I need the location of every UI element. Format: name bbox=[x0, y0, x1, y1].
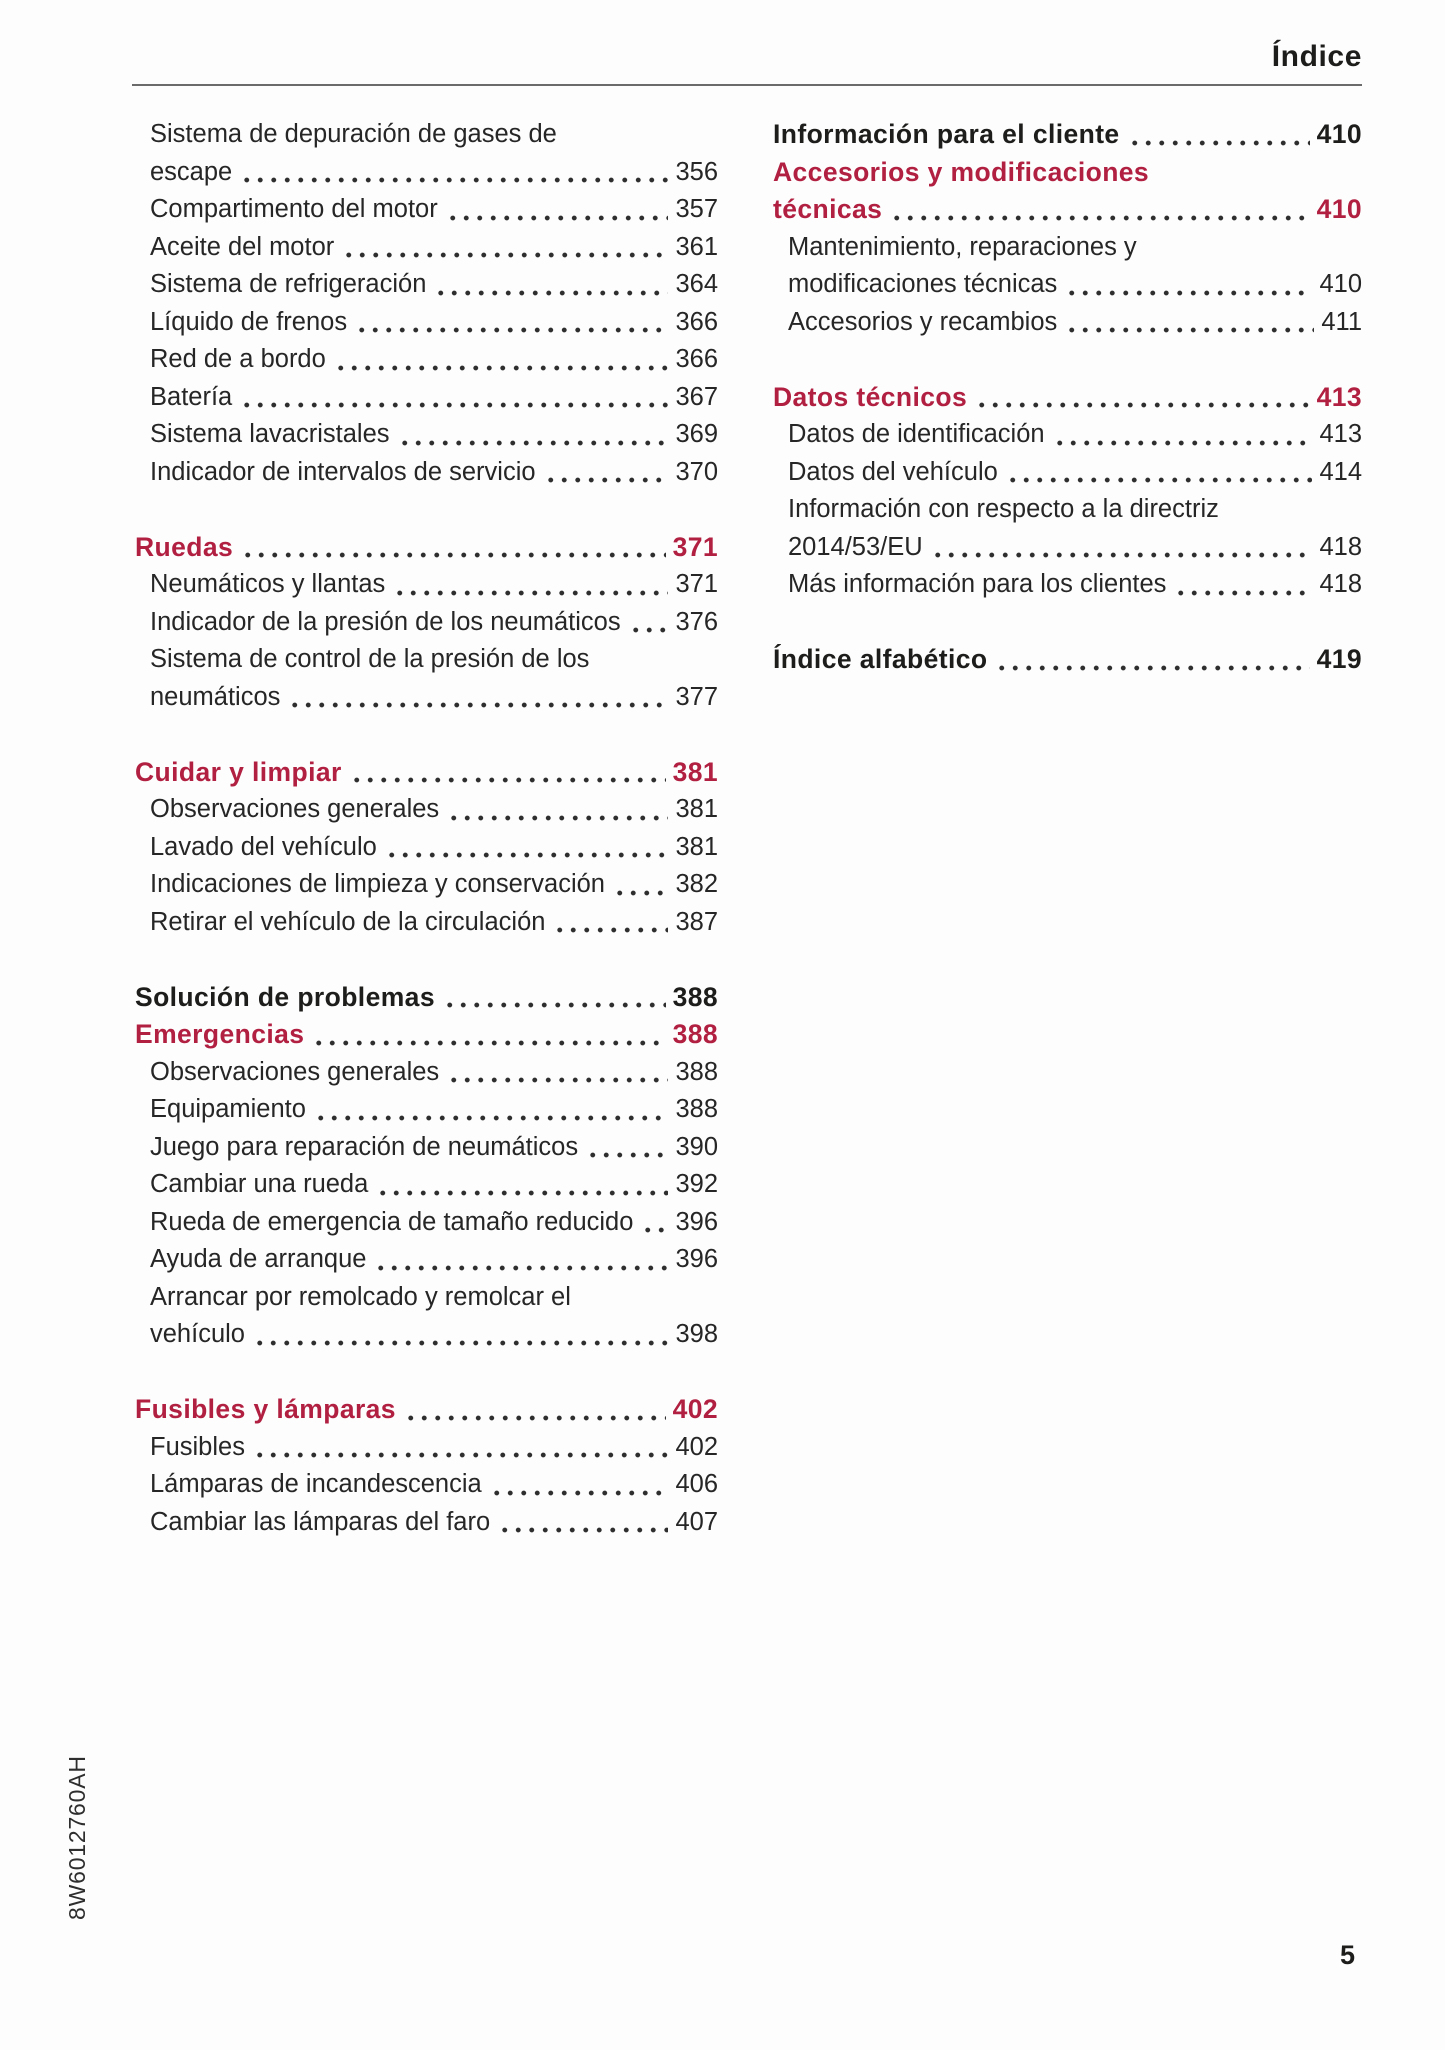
toc-entry-row bbox=[135, 1054, 718, 1092]
toc-entry-row bbox=[135, 1241, 718, 1279]
toc-entry-row bbox=[135, 604, 718, 642]
dot-leader bbox=[993, 641, 1309, 679]
toc-page-number: 410 bbox=[1316, 194, 1362, 224]
dot-leader bbox=[332, 341, 669, 379]
toc-section-heading: Fusibles y lámparas bbox=[135, 1394, 396, 1424]
toc-section-heading: Datos técnicos bbox=[773, 381, 968, 412]
toc-section-heading: Accesorios y modificaciones bbox=[773, 156, 1150, 187]
toc-entry-row bbox=[773, 266, 1362, 304]
dot-leader bbox=[1063, 266, 1312, 304]
dot-leader bbox=[372, 1241, 668, 1279]
toc-entry-row bbox=[773, 416, 1362, 454]
dot-leader bbox=[1172, 566, 1312, 604]
toc-entry-row bbox=[135, 191, 718, 229]
toc-column-right bbox=[773, 116, 1362, 679]
dot-leader bbox=[238, 154, 668, 192]
toc-section-heading: Cuidar y limpiar bbox=[135, 756, 342, 787]
toc-page-number: 367 bbox=[675, 382, 718, 411]
toc-section-row bbox=[773, 191, 1362, 229]
toc-section-row bbox=[773, 379, 1362, 417]
toc-section-heading: Ruedas bbox=[135, 531, 234, 562]
toc-page-number: 356 bbox=[675, 157, 718, 186]
toc-page-number: 392 bbox=[675, 1170, 718, 1198]
dot-leader bbox=[627, 604, 669, 642]
toc-page-number: 410 bbox=[1316, 119, 1362, 149]
dot-leader bbox=[402, 1391, 666, 1429]
toc-page-number: 377 bbox=[675, 682, 718, 711]
dot-leader bbox=[973, 379, 1309, 417]
toc-page-number: 387 bbox=[675, 907, 718, 936]
toc-entry-label: Equipamiento bbox=[150, 1095, 306, 1123]
dot-leader bbox=[432, 266, 668, 304]
dot-leader bbox=[1004, 454, 1313, 492]
toc-section-heading: Solución de problemas bbox=[135, 981, 435, 1012]
toc-entry-label: Neumáticos y llantas bbox=[150, 570, 386, 598]
toc-entry-label: Lámparas de incandescencia bbox=[150, 1470, 482, 1498]
toc-page-number: 388 bbox=[672, 1019, 718, 1049]
toc-entry-label: Datos del vehículo bbox=[788, 457, 998, 486]
toc-page-number: 396 bbox=[675, 1207, 718, 1236]
toc-page-number: 357 bbox=[675, 195, 718, 223]
toc-page-number: 381 bbox=[675, 832, 718, 861]
toc-entry-label: Sistema de depuración de gases de bbox=[150, 120, 557, 148]
toc-entry-row bbox=[773, 304, 1362, 342]
toc-entry-row bbox=[135, 1166, 718, 1204]
dot-leader bbox=[888, 191, 1309, 229]
toc-entry-row bbox=[773, 229, 1362, 267]
toc-entry-label: Cambiar una rueda bbox=[150, 1170, 369, 1198]
toc-section-heading: Información para el cliente bbox=[773, 119, 1120, 149]
toc-entry-row bbox=[135, 379, 718, 417]
toc-entry-row bbox=[773, 454, 1362, 492]
toc-page-number: 411 bbox=[1321, 307, 1362, 336]
toc-entry-label: Líquido de frenos bbox=[150, 307, 348, 336]
dot-leader bbox=[584, 1129, 668, 1167]
toc-entry-row bbox=[135, 1129, 718, 1167]
toc-section-heading: Emergencias bbox=[135, 1019, 305, 1049]
toc-page-number: 370 bbox=[675, 457, 718, 486]
dot-leader bbox=[310, 1016, 665, 1054]
toc-page-number: 398 bbox=[675, 1320, 718, 1348]
toc-page-number: 413 bbox=[1319, 420, 1362, 448]
toc-entry-label: Mantenimiento, reparaciones y bbox=[788, 232, 1137, 261]
dot-leader bbox=[353, 304, 668, 342]
toc-page-number: 414 bbox=[1319, 457, 1362, 486]
toc-entry-label: Observaciones generales bbox=[150, 795, 440, 823]
toc-entry-label: Más información para los clientes bbox=[788, 570, 1167, 598]
toc-page-number: 402 bbox=[672, 1394, 718, 1424]
toc-page-number: 419 bbox=[1316, 644, 1362, 674]
toc-page-number: 418 bbox=[1319, 570, 1362, 598]
toc-entry-row bbox=[135, 1504, 718, 1542]
page-title: Índice bbox=[1271, 40, 1362, 73]
toc-entry-label: Observaciones generales bbox=[150, 1057, 440, 1086]
toc-entry-label: Arrancar por remolcado y remolcar el bbox=[150, 1282, 571, 1311]
toc-entry-label: Juego para reparación de neumáticos bbox=[150, 1132, 579, 1161]
toc-entry-label: Compartimento del motor bbox=[150, 195, 438, 223]
toc-section-heading: Índice alfabético bbox=[773, 644, 988, 674]
toc-page-number: 410 bbox=[1319, 270, 1362, 298]
toc-page-number: 413 bbox=[1316, 381, 1362, 412]
toc-entry-label: neumáticos bbox=[150, 682, 281, 711]
dot-leader bbox=[611, 866, 668, 904]
toc-page-number: 376 bbox=[675, 607, 718, 636]
toc-entry-label: Indicaciones de limpieza y conservación bbox=[150, 870, 605, 898]
toc-entry-row bbox=[135, 154, 718, 192]
page-number: 5 bbox=[1339, 1940, 1355, 1970]
toc-entry-row bbox=[135, 1279, 718, 1317]
dot-leader bbox=[383, 829, 669, 867]
dot-leader bbox=[239, 529, 665, 567]
dot-leader bbox=[542, 454, 669, 492]
toc-entry-label: Sistema de control de la presión de los bbox=[150, 645, 590, 673]
toc-entry-label: Sistema lavacristales bbox=[150, 420, 390, 448]
toc-page-number: 407 bbox=[675, 1507, 718, 1536]
toc-entry-row bbox=[135, 641, 718, 679]
dot-leader bbox=[444, 191, 669, 229]
dot-leader bbox=[639, 1204, 668, 1242]
toc-section-row bbox=[135, 1391, 718, 1429]
dot-leader bbox=[374, 1166, 668, 1204]
dot-leader bbox=[445, 791, 668, 829]
toc-page-number: 382 bbox=[675, 870, 718, 898]
toc-page-number: 361 bbox=[675, 232, 718, 261]
toc-section-row bbox=[773, 116, 1362, 154]
toc-entry-label: Sistema de refrigeración bbox=[150, 270, 427, 298]
toc-entry-label: Retirar el vehículo de la circulación bbox=[150, 907, 546, 936]
toc-section-row bbox=[135, 979, 718, 1017]
toc-entry-label: Accesorios y recambios bbox=[788, 307, 1058, 336]
toc-page-number: 396 bbox=[675, 1245, 718, 1273]
toc-page-number: 371 bbox=[675, 570, 718, 598]
toc-entry-row bbox=[135, 1204, 718, 1242]
toc-entry-label: Información con respecto a la directriz bbox=[788, 495, 1219, 523]
toc-entry-row bbox=[135, 116, 718, 154]
dot-leader bbox=[286, 679, 668, 717]
dot-leader bbox=[238, 379, 668, 417]
toc-entry-row bbox=[135, 566, 718, 604]
toc-section-heading: técnicas bbox=[773, 194, 883, 224]
dot-leader bbox=[251, 1429, 669, 1467]
toc-section-row bbox=[135, 754, 718, 792]
dot-leader bbox=[496, 1504, 668, 1542]
header-rule bbox=[132, 84, 1362, 86]
toc-entry-label: Datos de identificación bbox=[788, 420, 1045, 448]
dot-leader bbox=[929, 529, 1313, 567]
dot-leader bbox=[1051, 416, 1313, 454]
dot-leader bbox=[391, 566, 668, 604]
dot-leader bbox=[445, 1054, 668, 1092]
toc-entry-label: Batería bbox=[150, 382, 233, 411]
toc-entry-label: Cambiar las lámparas del faro bbox=[150, 1507, 491, 1536]
toc-page-number: 418 bbox=[1319, 532, 1362, 561]
toc-page-number: 371 bbox=[672, 531, 718, 562]
dot-leader bbox=[1063, 304, 1314, 342]
toc-page-number: 366 bbox=[675, 307, 718, 336]
dot-leader bbox=[251, 1316, 668, 1354]
toc-page-number: 406 bbox=[675, 1470, 718, 1498]
toc-entry-row bbox=[135, 1316, 718, 1354]
toc-entry-label: Rueda de emergencia de tamaño reducido bbox=[150, 1207, 634, 1236]
toc-entry-row bbox=[773, 491, 1362, 529]
toc-page-number: 390 bbox=[675, 1132, 718, 1161]
toc-section-row bbox=[773, 641, 1362, 679]
toc-section-row bbox=[773, 154, 1362, 192]
toc-entry-label: Fusibles bbox=[150, 1432, 245, 1461]
dot-leader bbox=[488, 1466, 669, 1504]
toc-entry-row bbox=[135, 1429, 718, 1467]
toc-page-number: 364 bbox=[675, 270, 718, 298]
toc-entry-row bbox=[135, 791, 718, 829]
toc-entry-label: modificaciones técnicas bbox=[788, 270, 1058, 298]
toc-entry-label: Red de a bordo bbox=[150, 345, 326, 373]
dot-leader bbox=[340, 229, 668, 267]
dot-leader bbox=[396, 416, 669, 454]
toc-entry-row bbox=[135, 866, 718, 904]
toc-entry-row bbox=[135, 679, 718, 717]
toc-column-left bbox=[135, 116, 718, 1541]
toc-entry-row bbox=[135, 904, 718, 942]
toc-entry-row bbox=[135, 829, 718, 867]
toc-entry-row bbox=[135, 1466, 718, 1504]
toc-entry-row bbox=[135, 341, 718, 379]
toc-page-number: 369 bbox=[675, 420, 718, 448]
toc-entry-label: escape bbox=[150, 157, 233, 186]
dot-leader bbox=[312, 1091, 669, 1129]
toc-entry-row bbox=[135, 416, 718, 454]
toc-page-number: 381 bbox=[675, 795, 718, 823]
toc-page-number: 381 bbox=[672, 756, 718, 787]
toc-entry-row bbox=[135, 454, 718, 492]
toc-entry-row bbox=[773, 566, 1362, 604]
toc-entry-row bbox=[135, 266, 718, 304]
toc-entry-row bbox=[135, 229, 718, 267]
toc-entry-label: vehículo bbox=[150, 1320, 245, 1348]
toc-page-number: 388 bbox=[672, 981, 718, 1012]
toc-entry-label: 2014/53/EU bbox=[788, 532, 923, 561]
toc-entry-label: Lavado del vehículo bbox=[150, 832, 377, 861]
toc-entry-row bbox=[773, 529, 1362, 567]
dot-leader bbox=[1126, 116, 1310, 154]
toc-page-number: 388 bbox=[675, 1095, 718, 1123]
toc-page-number: 402 bbox=[675, 1432, 718, 1461]
document-code: 8W6012760AH bbox=[64, 1755, 90, 1920]
toc-page-number: 366 bbox=[675, 345, 718, 373]
toc-entry-label: Aceite del motor bbox=[150, 232, 335, 261]
toc-entry-label: Indicador de intervalos de servicio bbox=[150, 457, 536, 486]
toc-page-number: 388 bbox=[675, 1057, 718, 1086]
toc-entry-row bbox=[135, 304, 718, 342]
toc-section-row bbox=[135, 1016, 718, 1054]
dot-leader bbox=[348, 754, 666, 792]
toc-entry-label: Ayuda de arranque bbox=[150, 1245, 367, 1273]
dot-leader bbox=[441, 979, 666, 1017]
toc-section-row bbox=[135, 529, 718, 567]
toc-entry-row bbox=[135, 1091, 718, 1129]
dot-leader bbox=[551, 904, 668, 942]
toc-entry-label: Indicador de la presión de los neumáticos bbox=[150, 607, 621, 636]
